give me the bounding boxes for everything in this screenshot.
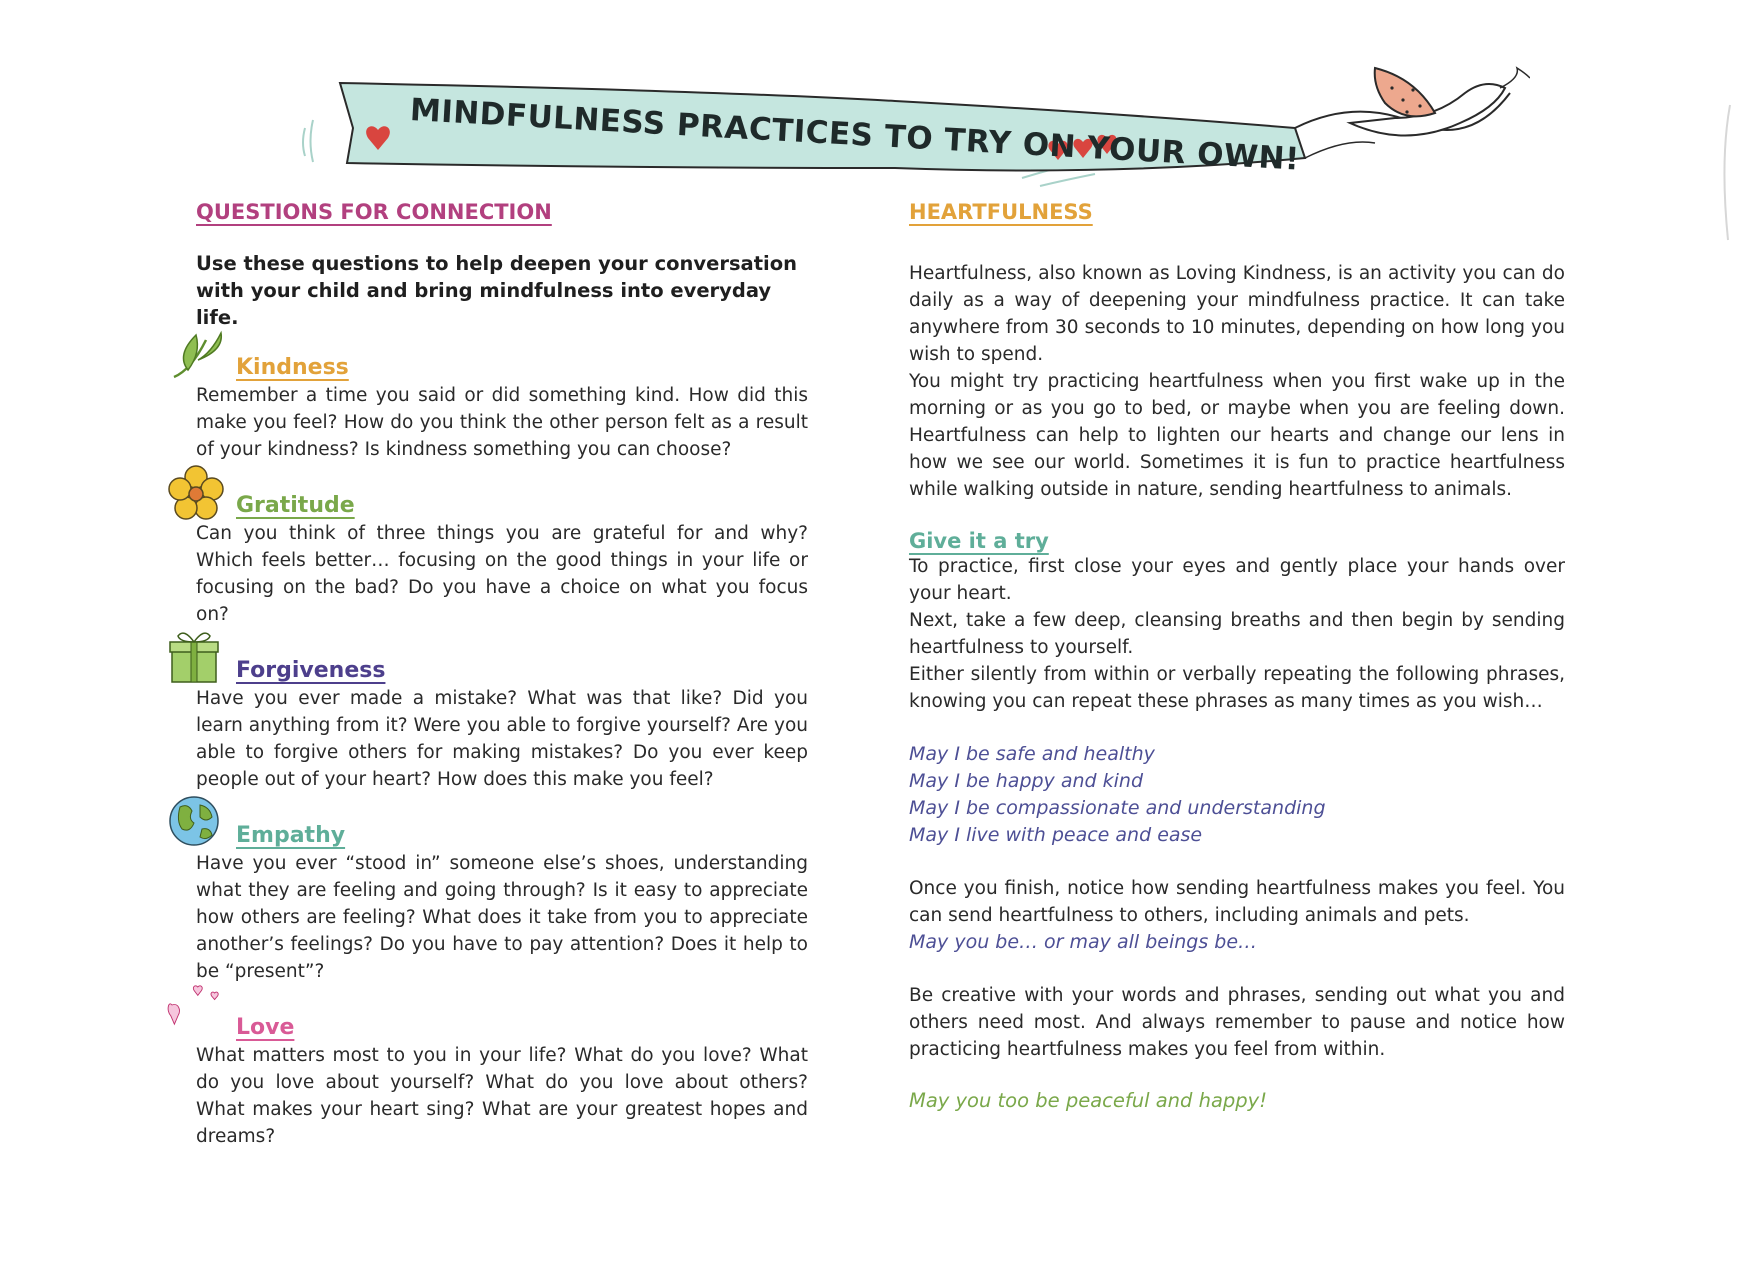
questions-heading: QUESTIONS FOR CONNECTION [196, 200, 552, 224]
phrase-item: May I be safe and healthy [909, 743, 1155, 765]
heartfulness-creative: Be creative with your words and phrases, sending out what you and others need most. And always remember to pause and notice how practicing heartfulness makes you feel from within. [909, 985, 1565, 1060]
try-step-1: To practice, first close your eyes and gently place your hands over your heart. [909, 556, 1565, 604]
page-title: MINDFULNESS PRACTICES TO TRY ON YOUR OWN! [408, 92, 1301, 178]
heartfulness-column [909, 200, 1565, 1112]
topic-text: Have you ever “stood in” someone else’s shoes, understanding what they are feeling and going through? Is it easy to appreciate how others are feeling? What does it take from you to appreciate another’s feelings? Do you have to pay attention? Does it help to be “present”? [196, 853, 808, 982]
heartfulness-after: Once you finish, notice how sending heartfulness makes you feel. You can send heartfulness to others, including animals and pets. [909, 878, 1565, 926]
phrase-item: May I be compassionate and understanding [909, 797, 1326, 819]
topic-title: Forgiveness [236, 658, 386, 683]
questions-column [196, 200, 808, 1150]
heartfulness-intro: Heartfulness, also known as Loving Kindness, is an activity you can do daily as a way of deepening your mindfulness practice. It can take anywhere from 30 seconds to 10 minutes, depending on how long you wish to spend. [909, 263, 1565, 365]
phrase-others: May you be… or may all beings be… [909, 931, 1258, 953]
leaf-icon [166, 325, 226, 385]
closing-line: May you too be peaceful and happy! [909, 1089, 1268, 1112]
try-step-3: Either silently from within or verbally repeating the following phrases, knowing you can repeat these phrases as many times as you wish… [909, 664, 1565, 712]
flower-icon [166, 463, 226, 523]
topic-gratitude [196, 493, 808, 628]
topic-empathy [196, 823, 808, 985]
globe-icon [166, 793, 226, 853]
phrase-list [909, 741, 1565, 849]
questions-intro: Use these questions to help deepen your conversation with your child and bring mindfulness into everyday life. [196, 252, 798, 329]
topic-text: Remember a time you said or did something kind. How did this make you feel? How do you think the other person felt as a result of your kindness? Is kindness something you can choose? [196, 385, 808, 460]
heartfulness-heading: HEARTFULNESS [909, 200, 1093, 224]
heartfulness-when: You might try practicing heartfulness when you first wake up in the morning or as you go to bed, or maybe when you are feeling down. Heartfulness can help to lighten our hearts and change our lens in how we see our world. Sometimes it is fun to practice heartfulness while walking outside in nature, sending heartfulness to animals. [909, 371, 1565, 500]
topic-text: What matters most to you in your life? What do you love? What do you love about yourself? What do you love about others? What makes your heart sing? What are your greatest hopes and dreams? [196, 1045, 808, 1147]
topic-text: Have you ever made a mistake? What was that like? Did you learn anything from it? Were you able to forgive yourself? Are you able to forgive others for making mistakes? Do you ever keep people out of your heart? How does this make you feel? [196, 688, 808, 790]
dove-wing [1375, 68, 1435, 116]
try-step-2: Next, take a few deep, cleansing breaths and then begin by sending heartfulness to yourself. [909, 610, 1565, 658]
topic-title: Gratitude [236, 493, 355, 518]
topic-title: Kindness [236, 355, 349, 380]
give-it-a-try-heading: Give it a try [909, 529, 1049, 553]
phrase-item: May I be happy and kind [909, 770, 1144, 792]
topic-kindness [196, 355, 808, 463]
phrase-item: May I live with peace and ease [909, 824, 1203, 846]
hearts-icon [166, 965, 226, 1045]
gift-icon [166, 628, 226, 688]
decorative-swoosh [1700, 100, 1737, 250]
topic-text: Can you think of three things you are grateful for and why? Which feels better… focusing on the good things in your life or focusing on the bad? Do you have a choice on what you focus on? [196, 523, 808, 625]
topic-title: Empathy [236, 823, 346, 848]
topic-love [196, 1015, 808, 1150]
topic-title: Love [236, 1015, 295, 1040]
topic-forgiveness [196, 658, 808, 793]
